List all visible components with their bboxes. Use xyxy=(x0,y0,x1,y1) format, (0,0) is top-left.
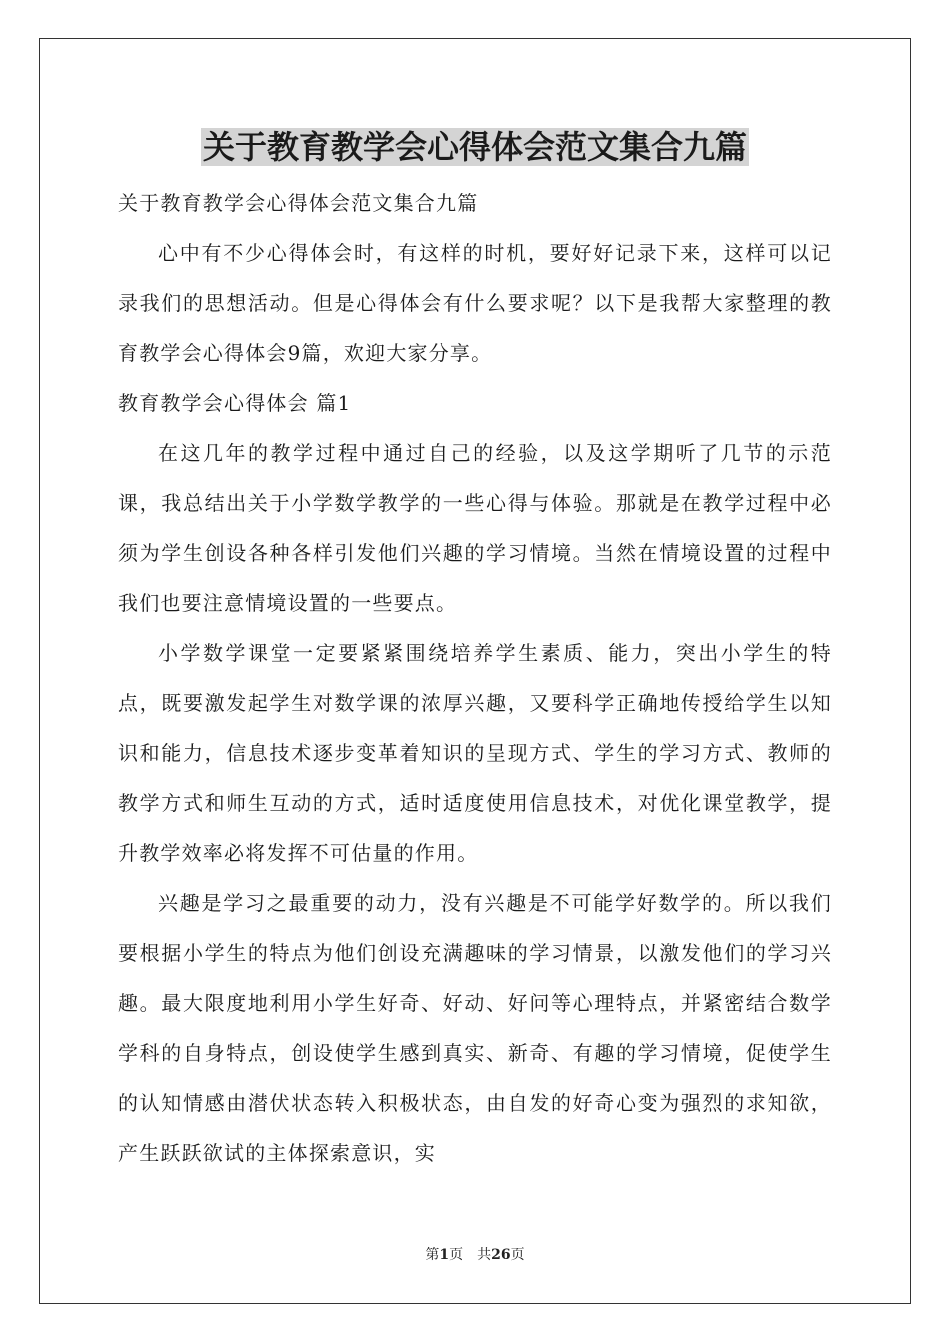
document-subtitle: 关于教育教学会心得体会范文集合九篇 xyxy=(118,191,479,215)
footer-page-total: 26 xyxy=(491,1247,511,1263)
footer-page-prefix: 第 xyxy=(425,1247,440,1263)
section-heading: 教育教学会心得体会 篇1 xyxy=(118,391,352,415)
paragraph: 心中有不少心得体会时，有这样的时机，要好好记录下来，这样可以记录我们的思想活动。但是心得体会有什么要求呢？以下是我帮大家整理的教育教学会心得体会9篇，欢迎大家分享。 xyxy=(118,241,832,365)
footer-page-current: 1 xyxy=(439,1247,450,1263)
paragraph: 小学数学课堂一定要紧紧围绕培养学生素质、能力，突出小学生的特点，既要激发起学生对数学课的浓厚兴趣，又要科学正确地传授给学生以知识和能力，信息技术逐步变革着知识的呈现方式、学生的学习方式、教师的教学方式和师生互动的方式，适时适度使用信息技术，对优化课堂教学，提升教学效率必将发挥不可估量的作用。 xyxy=(118,641,832,865)
footer-total-unit: 页 xyxy=(510,1247,525,1263)
paragraph: 兴趣是学习之最重要的动力，没有兴趣是不可能学好数学的。所以我们要根据小学生的特点为他们创设充满趣味的学习情景，以激发他们的学习兴趣。最大限度地利用小学生好奇、好动、好问等心理特点，并紧密结合数学学科的自身特点，创设使学生感到真实、新奇、有趣的学习情境，促使学生的认知情感由潜伏状态转入积极状态，由自发的好奇心变为强烈的求知欲，产生跃跃欲试的主体探索意识，实 xyxy=(118,891,832,1165)
document-title xyxy=(0,122,950,172)
document-body xyxy=(118,178,832,1178)
footer-page-unit: 页 xyxy=(449,1247,464,1263)
footer-total-prefix: 共 xyxy=(477,1247,492,1263)
page-footer xyxy=(0,1244,950,1264)
paragraph: 在这几年的教学过程中通过自己的经验，以及这学期听了几节的示范课，我总结出关于小学数学教学的一些心得与体验。那就是在教学过程中必须为学生创设各种各样引发他们兴趣的学习情境。当然在情境设置的过程中我们也要注意情境设置的一些要点。 xyxy=(118,441,832,615)
document-title-text: 关于教育教学会心得体会范文集合九篇 xyxy=(202,128,747,166)
